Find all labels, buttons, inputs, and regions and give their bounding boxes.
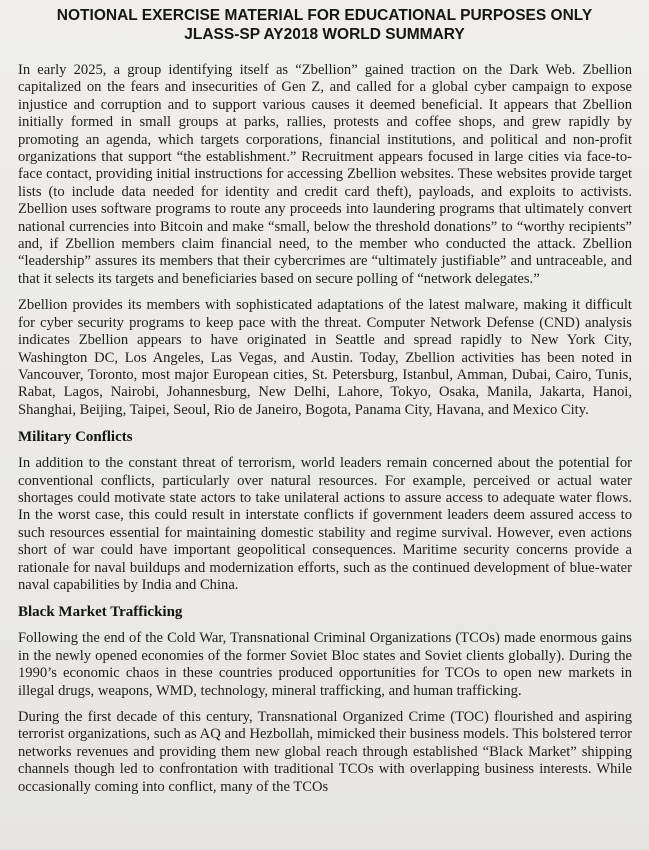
document-body bbox=[18, 62, 632, 805]
paragraph-zbellion-spread: Zbellion provides its members with sophisticated adaptations of the latest malware, making it difficult for cyber security programs to keep pace with the threat. Computer Network Defense (CND) analysis indicates Zbellion appears to have originated in Seattle and spread rapidly to New York City, Washington DC, Los Angeles, Las Vegas, and Austin. Today, Zbellion activities has been noted in Vancouver, Toronto, most major European cities, St. Petersburg, Istanbul, Amman, Dubai, Cairo, Tunis, Rabat, Lagos, Nairobi, Johannesburg, New Delhi, Lahore, Tokyo, Osaka, Manila, Jakarta, Hanoi, Shanghai, Beijing, Taipei, Seoul, Rio de Janeiro, Bogota, Panama City, Havana, and Mexico City. bbox=[18, 297, 632, 418]
paragraph-toc-decade: During the first decade of this century, Transnational Organized Crime (TOC) flourished and aspiring terrorist organizations, such as AQ and Hezbollah, mimicked their business models. This bolstered terror networks revenues and providing them new global reach through established “Black Market” shipping channels though led to confrontation with traditional TCOs with overlapping business interests. While occasionally coming into conflict, many of the TCOs bbox=[18, 709, 632, 795]
header-classification-line: NOTIONAL EXERCISE MATERIAL FOR EDUCATIONAL PURPOSES ONLY bbox=[56, 7, 593, 24]
header-title-line: JLASS-SP AY2018 WORLD SUMMARY bbox=[184, 26, 465, 43]
paragraph-zbellion-intro: In early 2025, a group identifying itself as “Zbellion” gained traction on the Dark Web. Zbellion capitalized on the fears and insecurities of Gen Z, and called for a global cyber campaign to expose injustice and corruption and to support various causes it deemed beneficial. It appears that Zbellion initially formed in small groups at parks, rallies, protests and coffee shops, and grew rapidly by promoting an agenda, which targets corporations, financial institutions, and political and non-profit organizations that support “the establishment.” Recruitment appears focused in large cities via face-to-face contact, providing initial instructions for accessing Zbellion websites. These websites provide target lists (to include data needed for identity and credit card theft), payloads, and exploits to activists. Zbellion uses software programs to route any proceeds into laundering programs that ultimately convert national currencies into Bitcoin and make “small, below the threshold donations” to “worthy recipients” and, if Zbellion members claim financial need, to the member who conducted the attack. Zbellion “leadership” assures its members that their cybercrimes are “ultimately justifiable” and untraceable, and that it selects its targets and beneficiaries based on secure polling of “network delegates.” bbox=[18, 62, 632, 287]
document-header bbox=[0, 6, 649, 44]
paragraph-tco-cold-war: Following the end of the Cold War, Transnational Criminal Organizations (TCOs) made enormous gains in the newly opened economies of the former Soviet Bloc states and Soviet clients globally). During the 1990’s economic chaos in these countries produced opportunities for TCOs to open new markets in illegal drugs, weapons, WMD, technology, mineral trafficking, and human trafficking. bbox=[18, 630, 632, 699]
heading-military-conflicts: Military Conflicts bbox=[18, 429, 133, 446]
heading-black-market-trafficking: Black Market Trafficking bbox=[18, 604, 183, 621]
paragraph-military-conflicts: In addition to the constant threat of terrorism, world leaders remain concerned about the potential for conventional conflicts, particularly over natural resources. For example, perceived or actual water shortages could motivate state actors to take unilateral actions to assure access to adequate water flows. In the worst case, this could result in interstate conflicts if government leaders deem assured access to such resources essential for maintaining domestic stability and regime survival. However, even actions short of war could have important geopolitical consequences. Maritime security concerns provide a rationale for naval buildups and modernization efforts, such as the continued development of blue-water naval capabilities by India and China. bbox=[18, 455, 632, 593]
